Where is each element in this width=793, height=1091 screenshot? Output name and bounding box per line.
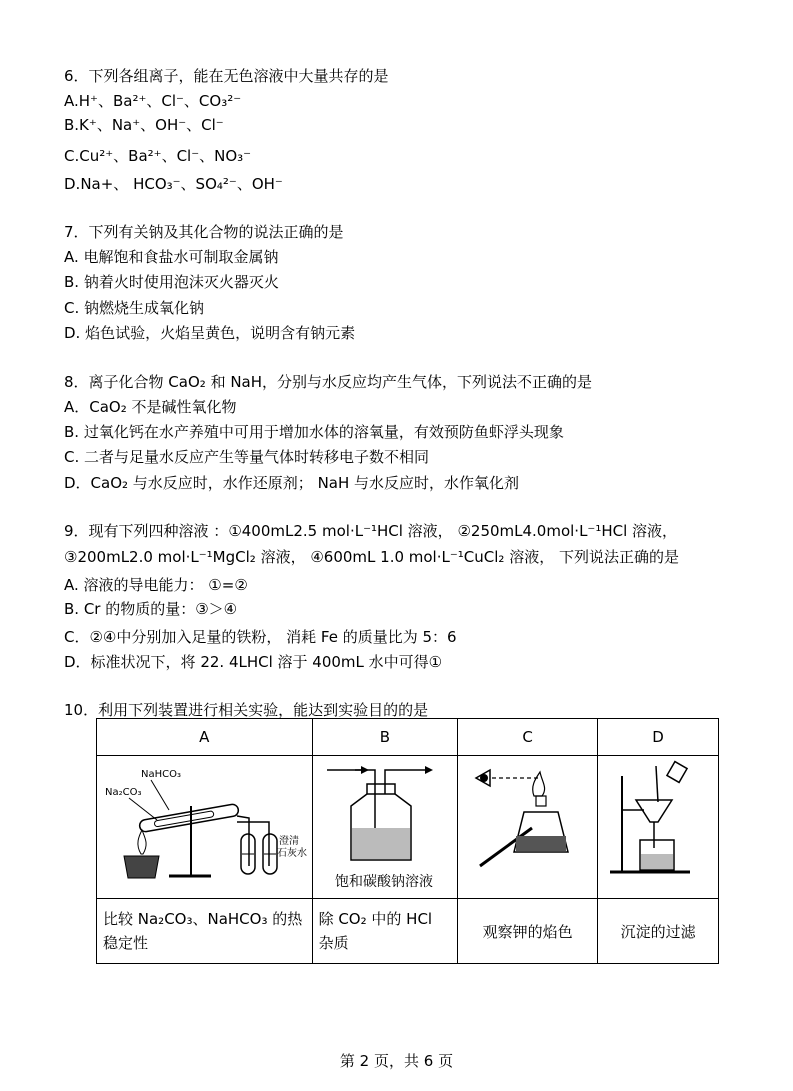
q8-option-a: A．CaO₂ 不是碱性氧化物	[64, 398, 237, 416]
q9-option-c: C．②④中分别加入足量的铁粉， 消耗 Fe 的质量比为 5：6	[64, 628, 457, 646]
q9-stem-line1: 9．现有下列四种溶液 ：①400mL2.5 mol·L⁻¹HCl 溶液， ②250mL4.0mol·L⁻¹HCl 溶液，	[64, 522, 678, 540]
header-b: B	[312, 719, 458, 756]
q9-stem-line2: ③200mL2.0 mol·L⁻¹MgCl₂ 溶液， ④600mL 1.0 mol·L⁻¹CuCl₂ 溶液， 下列说法正确的是	[64, 548, 679, 566]
filtration-figure	[600, 756, 716, 894]
q6-option-b: B.K⁺、Na⁺、OH⁻、Cl⁻	[64, 116, 224, 134]
q8-option-b: B. 过氧化钙在水产养殖中可用于增加水体的溶氧量，有效预防鱼虾浮头现象	[64, 423, 564, 441]
q7-option-d: D. 焰色试验，火焰呈黄色，说明含有钠元素	[64, 324, 356, 342]
q8-stem: 8．离子化合物 CaO₂ 和 NaH，分别与水反应均产生气体，下列说法不正确的是	[64, 373, 593, 391]
caption-c: 观察钾的焰色	[458, 899, 598, 964]
apparatus-table	[96, 718, 719, 964]
header-a: A	[97, 719, 313, 756]
header-c: C	[458, 719, 598, 756]
q9-option-b: B. Cr 的物质的量：③＞④	[64, 600, 238, 618]
nahco3-label: NaHCO₃	[141, 769, 182, 780]
heating-apparatus-figure	[99, 756, 309, 894]
q6-option-a: A.H⁺、Ba²⁺、Cl⁻、CO₃²⁻	[64, 92, 242, 110]
flame-test-figure	[460, 756, 596, 894]
q9-option-d: D．标准状况下，将 22. 4LHCl 溶于 400mL 水中可得①	[64, 653, 443, 671]
caption-a: 比较 Na₂CO₃、NaHCO₃ 的热稳定性	[97, 899, 313, 964]
limewater-label-2: 石灰水	[277, 848, 308, 859]
q9-option-a: A. 溶液的导电能力： ①=②	[64, 576, 248, 594]
q8-option-d: D．CaO₂ 与水反应时，水作还原剂； NaH 与水反应时，水作氧化剂	[64, 474, 520, 492]
gas-washing-bottle-figure	[315, 756, 455, 894]
figure-b-cell	[312, 756, 458, 899]
q7-option-b: B. 钠着火时使用泡沫灭火器灭火	[64, 273, 279, 291]
limewater-label-1: 澄清	[279, 836, 300, 847]
q7-stem: 7．下列有关钠及其化合物的说法正确的是	[64, 223, 344, 241]
figure-d-cell	[598, 756, 719, 899]
page-footer: 第 2 页，共 6 页	[339, 1052, 454, 1070]
q8-option-c: C. 二者与足量水反应产生等量气体时转移电子数不相同	[64, 448, 430, 466]
q7-option-c: C. 钠燃烧生成氧化钠	[64, 299, 205, 317]
figure-a-cell	[97, 756, 313, 899]
q7-option-a: A. 电解饱和食盐水可制取金属钠	[64, 248, 279, 266]
figure-c-cell	[458, 756, 598, 899]
caption-b: 除 CO₂ 中的 HCl 杂质	[312, 899, 458, 964]
q10-stem: 10．利用下列装置进行相关实验，能达到实验目的的是	[64, 701, 429, 719]
na2co3-label: Na₂CO₃	[105, 787, 142, 798]
q6-option-d: D.Na+、 HCO₃⁻、SO₄²⁻、OH⁻	[64, 175, 283, 193]
header-d: D	[598, 719, 719, 756]
saturated-na2co3-label: 饱和碳酸钠溶液	[334, 874, 433, 890]
q6-option-c: C.Cu²⁺、Ba²⁺、Cl⁻、NO₃⁻	[64, 147, 252, 165]
caption-d: 沉淀的过滤	[598, 899, 719, 964]
q6-stem: 6．下列各组离子，能在无色溶液中大量共存的是	[64, 67, 389, 85]
